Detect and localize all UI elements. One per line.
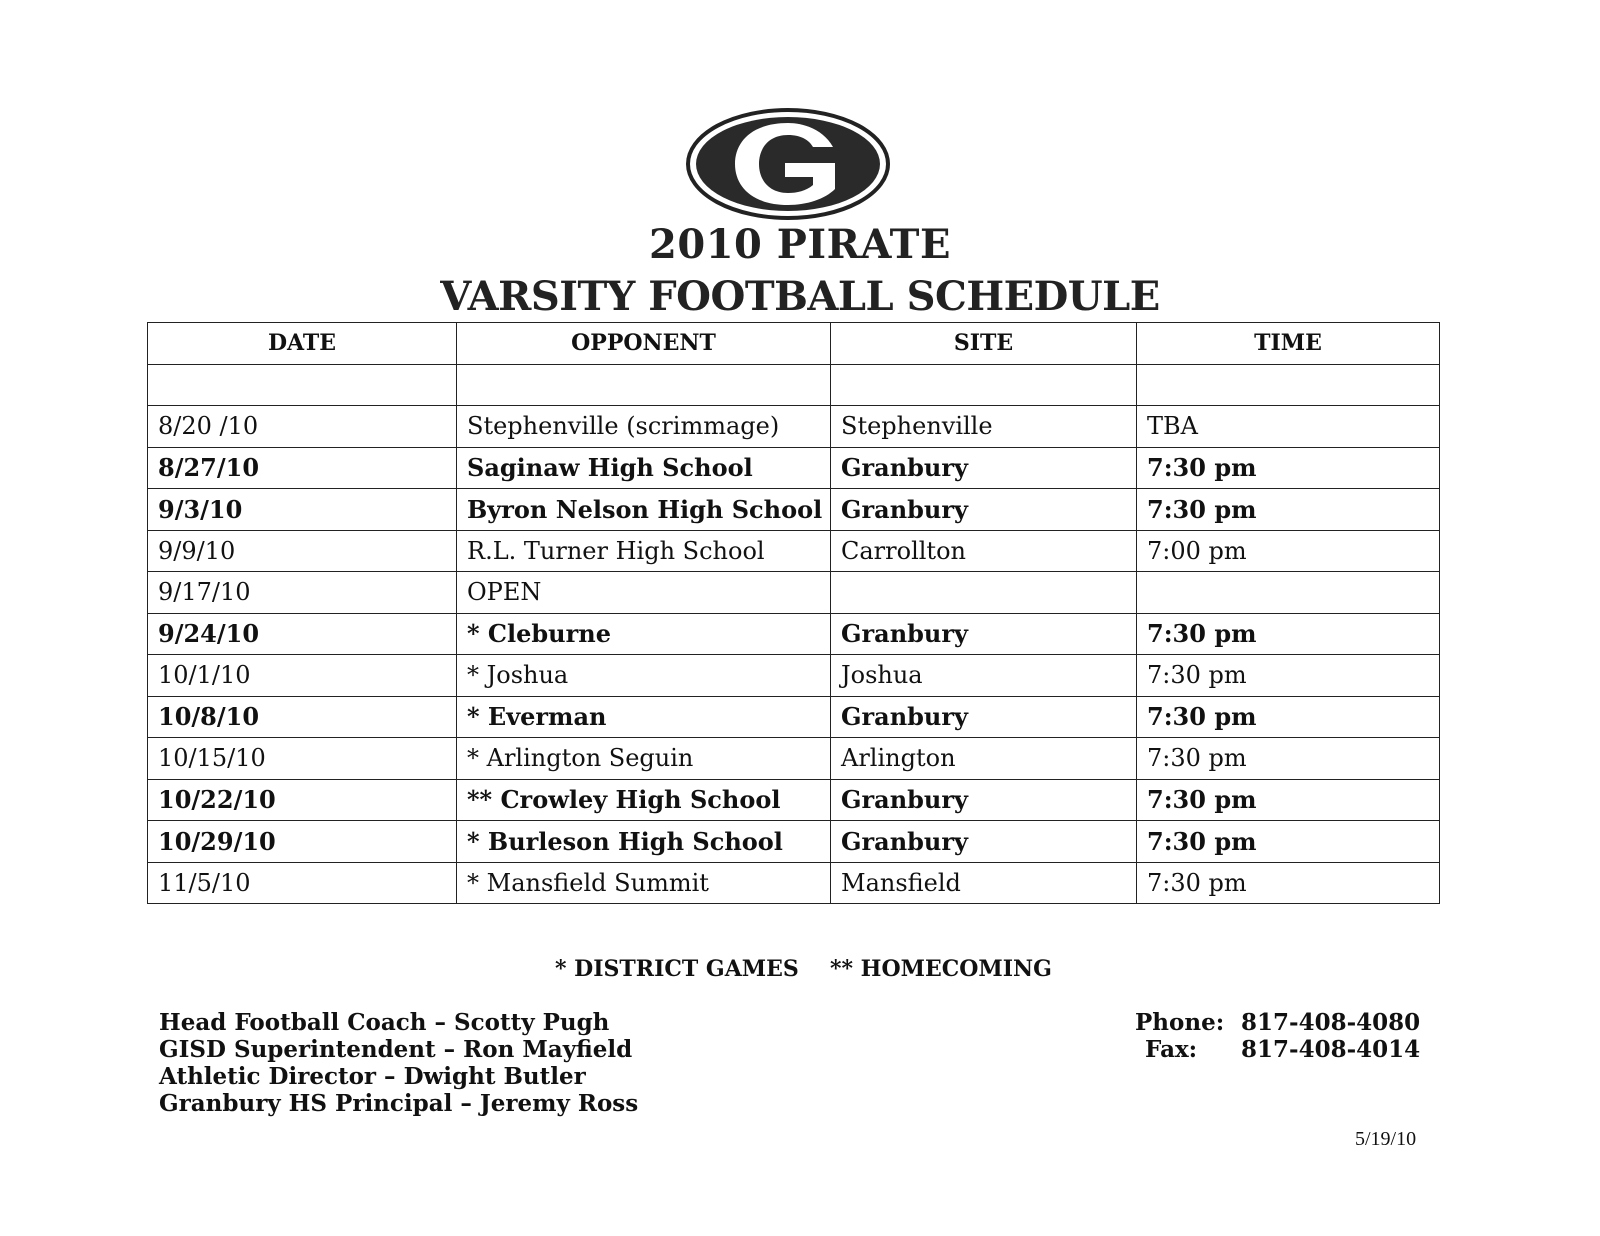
cell-site [831,572,1137,614]
cell-time: 7:30 pm [1137,613,1440,655]
schedule-body [148,364,1440,904]
cell-site: Granbury [831,821,1137,863]
cell-date: 8/27/10 [148,447,457,489]
cell-time [1137,572,1440,614]
cell-opponent: * Arlington Seguin [457,738,831,780]
cell-site: Carrollton [831,530,1137,572]
title-line1: 2010 PIRATE [649,221,951,268]
cell-site: Arlington [831,738,1137,780]
cell-opponent [457,364,831,406]
contact-block [1135,1009,1420,1063]
cell-opponent: * Everman [457,696,831,738]
cell-opponent: OPEN [457,572,831,614]
header-site: SITE [831,323,1137,365]
fax-label: Fax: [1145,1036,1198,1063]
header-date: DATE [148,323,457,365]
table-row [148,696,1440,738]
cell-date: 10/29/10 [148,821,457,863]
table-row [148,862,1440,904]
cell-site [831,364,1137,406]
schedule-table [147,322,1440,904]
phone-number: 817-408-4080 [1241,1009,1421,1036]
fax-number: 817-408-4014 [1241,1036,1421,1063]
cell-date: 8/20 /10 [148,406,457,448]
g-logo-icon [685,107,891,221]
cell-site: Granbury [831,489,1137,531]
cell-opponent: * Burleson High School [457,821,831,863]
table-row [148,821,1440,863]
table-row [148,655,1440,697]
cell-site: Granbury [831,779,1137,821]
cell-date: 10/15/10 [148,738,457,780]
table-row [148,779,1440,821]
cell-date: 10/1/10 [148,655,457,697]
staff-list [159,1009,638,1117]
cell-date: 9/9/10 [148,530,457,572]
cell-date: 9/24/10 [148,613,457,655]
revision-date: 5/19/10 [1355,1128,1417,1150]
table-row [148,406,1440,448]
table-row [148,572,1440,614]
cell-date: 11/5/10 [148,862,457,904]
table-header-row [148,323,1440,365]
legend-district: * DISTRICT GAMES [555,956,799,982]
table-row [148,613,1440,655]
cell-date: 9/3/10 [148,489,457,531]
cell-opponent: R.L. Turner High School [457,530,831,572]
cell-site: Granbury [831,447,1137,489]
staff-line: Athletic Director – Dwight Butler [159,1063,586,1090]
staff-line: GISD Superintendent – Ron Mayfield [159,1036,633,1063]
legend-homecoming: ** HOMECOMING [830,956,1052,982]
cell-opponent: * Mansfield Summit [457,862,831,904]
cell-site: Granbury [831,696,1137,738]
table-row [148,447,1440,489]
cell-opponent: ** Crowley High School [457,779,831,821]
cell-time [1137,364,1440,406]
cell-opponent: Saginaw High School [457,447,831,489]
cell-site: Joshua [831,655,1137,697]
cell-opponent: * Cleburne [457,613,831,655]
cell-time: 7:30 pm [1137,779,1440,821]
cell-time: 7:30 pm [1137,738,1440,780]
cell-time: 7:30 pm [1137,696,1440,738]
cell-opponent: Byron Nelson High School [457,489,831,531]
cell-date: 9/17/10 [148,572,457,614]
cell-time: TBA [1137,406,1440,448]
staff-line: Head Football Coach – Scotty Pugh [159,1009,610,1036]
cell-opponent: Stephenville (scrimmage) [457,406,831,448]
cell-date: 10/8/10 [148,696,457,738]
cell-time: 7:30 pm [1137,821,1440,863]
cell-date: 10/22/10 [148,779,457,821]
fax-row [1135,1036,1420,1063]
cell-time: 7:00 pm [1137,530,1440,572]
cell-opponent: * Joshua [457,655,831,697]
cell-site: Granbury [831,613,1137,655]
cell-time: 7:30 pm [1137,447,1440,489]
table-row [148,530,1440,572]
cell-date [148,364,457,406]
table-row [148,738,1440,780]
cell-time: 7:30 pm [1137,655,1440,697]
cell-time: 7:30 pm [1137,862,1440,904]
table-row [148,489,1440,531]
cell-time: 7:30 pm [1137,489,1440,531]
table-row [148,364,1440,406]
phone-label: Phone: [1135,1009,1225,1036]
title-line2: VARSITY FOOTBALL SCHEDULE [440,273,1160,320]
staff-line: Granbury HS Principal – Jeremy Ross [159,1090,639,1117]
cell-site: Mansfield [831,862,1137,904]
phone-row [1135,1009,1420,1036]
cell-site: Stephenville [831,406,1137,448]
header-opponent: OPPONENT [457,323,831,365]
header-time: TIME [1137,323,1440,365]
